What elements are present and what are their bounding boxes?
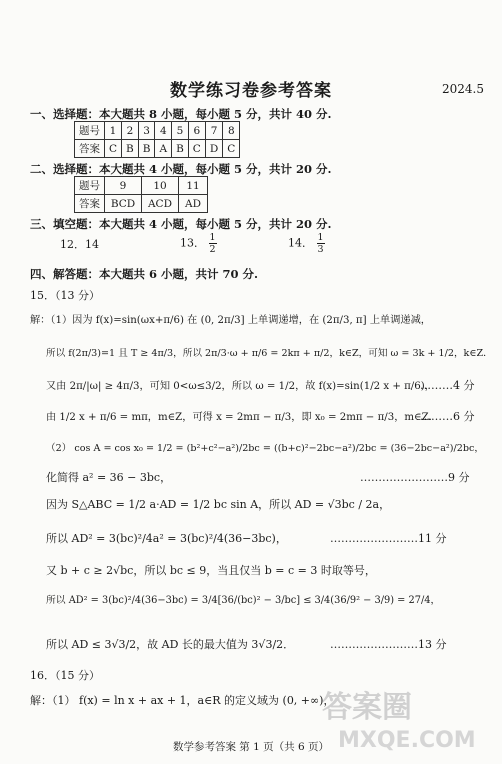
denominator: 3	[317, 244, 324, 255]
score-mark: ……………………9 分	[360, 471, 470, 484]
table-cell: 4	[155, 122, 172, 140]
answer-14	[288, 232, 325, 255]
section-4-heading: 四、解答题：本大题共 6 小题，共计 70 分.	[30, 267, 259, 281]
table-cell: ACD	[142, 195, 179, 213]
numerator: 1	[317, 232, 324, 243]
answer-12: 12．14	[60, 238, 99, 251]
date: 2024.5	[442, 82, 484, 96]
answer-14-label: 14．	[288, 236, 313, 250]
table-cell: 题号	[75, 122, 105, 140]
answer-13	[180, 232, 217, 255]
q15-line-2: 所以 f(2π/3)=1 且 T ≥ 4π/3，所以 2π/3·ω + π/6 = 2kπ + π/2，k∈Z，可知 ω = 3k + 1/2，k∈Z．	[46, 348, 493, 359]
table-cell: A	[155, 140, 172, 158]
section-3-heading: 三、填空题：本大题共 4 小题，每小题 5 分，共计 20 分.	[30, 217, 332, 231]
table-cell: C	[188, 140, 205, 158]
answer-table-1	[74, 121, 240, 158]
table-cell: 8	[223, 122, 240, 140]
table-cell: BCD	[105, 195, 142, 213]
table-cell: 7	[205, 122, 222, 140]
svg-text:答案圈: 答案圈	[322, 690, 412, 725]
table-row	[75, 177, 208, 195]
q15-line-9: 又 b + c ≥ 2√bc，所以 bc ≤ 9，当且仅当 b = c = 3 时取等号，	[46, 564, 376, 577]
table-cell: B	[172, 140, 189, 158]
q15-heading: 15．（13 分）	[30, 289, 100, 302]
q15-line-11: 所以 AD ≤ 3√3/2，故 AD 长的最大值为 3√3/2．	[46, 638, 295, 651]
table-cell: C	[105, 140, 122, 158]
table-cell: 答案	[75, 140, 105, 158]
section-2-heading: 二、选择题：本大题共 4 小题，每小题 5 分，共计 20 分.	[30, 162, 332, 176]
fraction	[317, 232, 325, 255]
q15-line-10: 所以 AD² = 3(bc)²/4(36−3bc) = 3/4[36/(bc)² − 3/bc] ≤ 3/4(36/9² − 3/9) = 27/4，	[46, 595, 441, 606]
score-mark: ………4 分	[420, 379, 475, 392]
answer-13-label: 13．	[180, 236, 205, 250]
table-row	[75, 195, 208, 213]
q15-line-7: 因为 S△ABC = 1/2 a·AD = 1/2 bc sin A，所以 AD = √3bc / 2a，	[46, 498, 391, 511]
table-cell: 11	[179, 177, 208, 195]
table-cell: 题号	[75, 177, 105, 195]
answer-table-2	[74, 176, 208, 213]
score-mark: ………6 分	[420, 410, 475, 423]
q15-line-3: 又由 2π/|ω| ≥ 4π/3，可知 0<ω≤3/2，所以 ω = 1/2，故 f(x)=sin(1/2 x + π/6)，	[46, 381, 435, 392]
table-cell: AD	[179, 195, 208, 213]
table-row	[75, 140, 240, 158]
table-cell: 3	[138, 122, 155, 140]
table-cell: D	[205, 140, 222, 158]
table-cell: 9	[105, 177, 142, 195]
table-cell: 2	[122, 122, 139, 140]
score-mark: ……………………13 分	[330, 638, 447, 651]
denominator: 2	[209, 244, 216, 255]
page-title: 数学练习卷参考答案	[170, 81, 332, 101]
table-cell: C	[223, 140, 240, 158]
table-cell: B	[138, 140, 155, 158]
q16-heading: 16．（15 分）	[30, 669, 100, 682]
fraction	[209, 232, 217, 255]
table-cell: 答案	[75, 195, 105, 213]
q15-line-8: 所以 AD² = 3(bc)²/4a² = 3(bc)²/4(36−3bc)，	[46, 532, 287, 545]
svg-text:MXQE.COM: MXQE.COM	[338, 728, 476, 753]
q15-line-4: 由 1/2 x + π/6 = mπ，m∈Z，可得 x = 2mπ − π/3，即 x₀ = 2mπ − π/3，m∈Z．	[46, 412, 439, 423]
q15-line-5: （2） cos A = cos x₀ = 1/2 = (b²+c²−a²)/2bc = ((b+c)²−2bc−a²)/2bc = (36−2bc−a²)/2bc，	[46, 443, 484, 454]
table-cell: 5	[172, 122, 189, 140]
section-1-heading: 一、选择题：本大题共 8 小题，每小题 5 分，共计 40 分.	[30, 107, 332, 121]
score-mark: ……………………11 分	[330, 532, 447, 545]
q15-line-1: 解：（1）因为 f(x)=sin(ωx+π/6) 在 (0, 2π/3] 上单调递增，在 (2π/3, π] 上单调递减，	[30, 315, 431, 326]
page-footer: 数学参考答案 第 1 页（共 6 页）	[172, 741, 330, 753]
q16-line-1: 解：（1） f(x) = ln x + ax + 1，a∈R 的定义域为 (0, +∞)，	[30, 694, 335, 707]
numerator: 1	[209, 232, 216, 243]
table-cell: B	[122, 140, 139, 158]
table-row	[75, 122, 240, 140]
q15-line-6: 化简得 a² = 36 − 3bc，	[46, 471, 172, 484]
table-cell: 10	[142, 177, 179, 195]
table-cell: 1	[105, 122, 122, 140]
table-cell: 6	[188, 122, 205, 140]
